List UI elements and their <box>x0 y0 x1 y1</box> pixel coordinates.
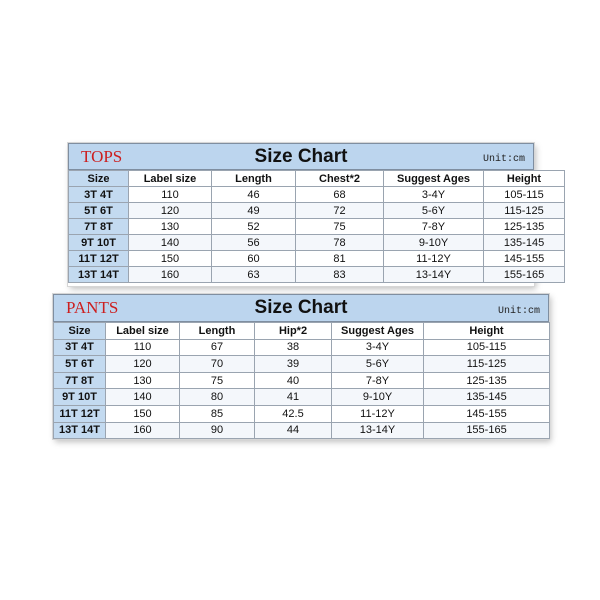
pants-title-bar <box>53 294 549 322</box>
pants-size-cell: 13T 14T <box>54 422 106 439</box>
tops-cell: 105-115 <box>484 187 565 203</box>
tops-header-cell: Suggest Ages <box>384 171 484 187</box>
pants-cell: 39 <box>255 356 332 373</box>
tops-table-row <box>69 251 565 267</box>
pants-cell: 38 <box>255 339 332 356</box>
pants-cell: 42.5 <box>255 405 332 422</box>
tops-size-cell: 3T 4T <box>69 187 129 203</box>
pants-header-cell: Size <box>54 323 106 340</box>
tops-size-cell: 13T 14T <box>69 267 129 283</box>
tops-cell: 63 <box>212 267 296 283</box>
tops-cell: 68 <box>296 187 384 203</box>
tops-cell: 125-135 <box>484 219 565 235</box>
pants-size-cell: 3T 4T <box>54 339 106 356</box>
tops-cell: 52 <box>212 219 296 235</box>
pants-size-chart <box>53 294 549 439</box>
tops-cell: 60 <box>212 251 296 267</box>
tops-cell: 49 <box>212 203 296 219</box>
pants-cell: 135-145 <box>424 389 550 406</box>
tops-table-row <box>69 187 565 203</box>
tops-cell: 155-165 <box>484 267 565 283</box>
tops-cell: 13-14Y <box>384 267 484 283</box>
tops-cell: 130 <box>129 219 212 235</box>
tops-cell: 5-6Y <box>384 203 484 219</box>
pants-cell: 150 <box>106 405 180 422</box>
pants-cell: 40 <box>255 372 332 389</box>
pants-cell: 75 <box>180 372 255 389</box>
pants-cell: 67 <box>180 339 255 356</box>
pants-table-row <box>54 405 550 422</box>
tops-header-row <box>69 171 565 187</box>
pants-tag: PANTS <box>66 298 119 317</box>
pants-header-cell: Label size <box>106 323 180 340</box>
tops-cell: 135-145 <box>484 235 565 251</box>
tops-table-row <box>69 267 565 283</box>
tops-cell: 115-125 <box>484 203 565 219</box>
tops-table-row <box>69 203 565 219</box>
pants-cell: 9-10Y <box>332 389 424 406</box>
pants-table-row <box>54 372 550 389</box>
tops-cell: 78 <box>296 235 384 251</box>
pants-cell: 115-125 <box>424 356 550 373</box>
tops-cell: 120 <box>129 203 212 219</box>
pants-header-cell: Height <box>424 323 550 340</box>
tops-header-cell: Label size <box>129 171 212 187</box>
pants-unit-label: Unit:cm <box>497 306 540 317</box>
tops-cell: 140 <box>129 235 212 251</box>
tops-size-cell: 7T 8T <box>69 219 129 235</box>
pants-cell: 3-4Y <box>332 339 424 356</box>
tops-table-row <box>69 219 565 235</box>
pants-table-row <box>54 389 550 406</box>
pants-cell: 145-155 <box>424 405 550 422</box>
pants-table-row <box>54 356 550 373</box>
pants-table-row <box>54 339 550 356</box>
tops-chart-title: Size Chart <box>254 145 348 167</box>
tops-cell: 145-155 <box>484 251 565 267</box>
pants-header-row <box>54 323 550 340</box>
pants-cell: 85 <box>180 405 255 422</box>
tops-header-cell: Size <box>69 171 129 187</box>
pants-cell: 90 <box>180 422 255 439</box>
tops-cell: 9-10Y <box>384 235 484 251</box>
pants-size-cell: 7T 8T <box>54 372 106 389</box>
pants-table-row <box>54 422 550 439</box>
pants-cell: 105-115 <box>424 339 550 356</box>
pants-cell: 130 <box>106 372 180 389</box>
tops-cell: 75 <box>296 219 384 235</box>
tops-size-chart <box>68 143 545 286</box>
tops-cell: 110 <box>129 187 212 203</box>
tops-cell: 46 <box>212 187 296 203</box>
tops-title-bar <box>68 143 534 170</box>
pants-cell: 7-8Y <box>332 372 424 389</box>
tops-cell: 150 <box>129 251 212 267</box>
tops-tag: TOPS <box>81 146 123 166</box>
pants-cell: 160 <box>106 422 180 439</box>
tops-unit-label: Unit:cm <box>482 154 525 165</box>
pants-cell: 11-12Y <box>332 405 424 422</box>
pants-chart-title: Size Chart <box>254 297 348 318</box>
pants-size-cell: 9T 10T <box>54 389 106 406</box>
pants-cell: 120 <box>106 356 180 373</box>
pants-header-cell: Hip*2 <box>255 323 332 340</box>
pants-size-cell: 11T 12T <box>54 405 106 422</box>
tops-cell: 160 <box>129 267 212 283</box>
pants-cell: 44 <box>255 422 332 439</box>
tops-size-cell: 11T 12T <box>69 251 129 267</box>
tops-header-cell: Length <box>212 171 296 187</box>
pants-header-cell: Length <box>180 323 255 340</box>
pants-cell: 155-165 <box>424 422 550 439</box>
tops-cell: 11-12Y <box>384 251 484 267</box>
tops-cell: 72 <box>296 203 384 219</box>
pants-cell: 13-14Y <box>332 422 424 439</box>
tops-cell: 56 <box>212 235 296 251</box>
pants-cell: 5-6Y <box>332 356 424 373</box>
tops-size-cell: 9T 10T <box>69 235 129 251</box>
tops-header-cell: Chest*2 <box>296 171 384 187</box>
pants-size-cell: 5T 6T <box>54 356 106 373</box>
tops-table-row <box>69 235 565 251</box>
pants-table <box>53 322 550 439</box>
tops-cell: 3-4Y <box>384 187 484 203</box>
pants-cell: 70 <box>180 356 255 373</box>
tops-cell: 83 <box>296 267 384 283</box>
pants-cell: 125-135 <box>424 372 550 389</box>
tops-size-cell: 5T 6T <box>69 203 129 219</box>
pants-header-cell: Suggest Ages <box>332 323 424 340</box>
tops-header-cell: Height <box>484 171 565 187</box>
tops-cell: 81 <box>296 251 384 267</box>
tops-cell: 7-8Y <box>384 219 484 235</box>
pants-cell: 110 <box>106 339 180 356</box>
pants-cell: 140 <box>106 389 180 406</box>
tops-table <box>68 170 565 283</box>
pants-cell: 41 <box>255 389 332 406</box>
pants-cell: 80 <box>180 389 255 406</box>
